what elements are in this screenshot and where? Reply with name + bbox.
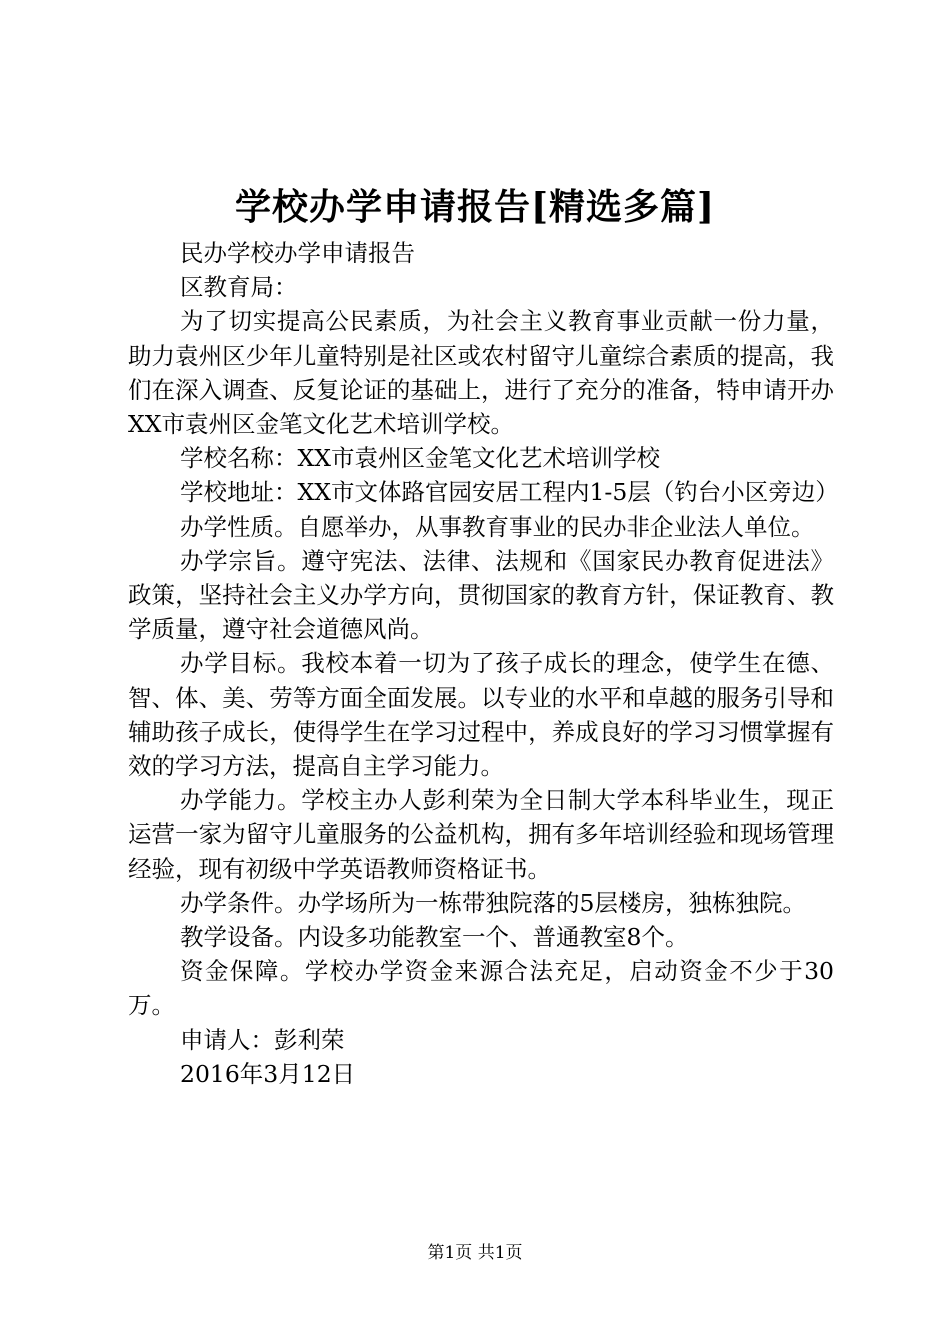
paragraph-heading: 民办学校办学申请报告 (180, 239, 415, 267)
paragraph-intro: 为了切实提高公民素质，为社会主义教育事业贡献一份力量，助力袁州区少年儿童特别是社区或农村留守儿童综合素质的提高，我们在深入调查、反复论证的基础上，进行了充分的准备，特申请开办XX市袁州区金笔文化艺术培训学校。 (128, 307, 834, 439)
paragraph-nature: 办学性质。自愿举办，从事教育事业的民办非企业法人单位。 (180, 512, 815, 541)
paragraph-equipment: 教学设备。内设多功能教室一个、普通教室8个。 (180, 923, 689, 952)
paragraph-date: 2016年3月12日 (180, 1059, 356, 1088)
document-body (128, 236, 839, 1091)
paragraph-school-address: 学校地址：XX市文体路官园安居工程内1-5层（钓台小区旁边） (180, 478, 839, 507)
paragraph-school-name: 学校名称：XX市袁州区金笔文化艺术培训学校 (180, 444, 660, 473)
paragraph-goals: 办学目标。我校本着一切为了孩子成长的理念，使学生在德、智、体、美、劳等方面全面发展。以专业的水平和卓越的服务引导和辅助孩子成长，使得学生在学习过程中，养成良好的学习习惯掌握有效的学习方法，提高自主学习能力。 (128, 649, 834, 781)
paragraph-conditions: 办学条件。办学场所为一栋带独院落的5层楼房，独栋独院。 (180, 888, 806, 917)
page-footer: 第1页 共1页 (427, 1243, 523, 1263)
paragraph-recipient: 区教育局： (180, 273, 298, 302)
paragraph-capability: 办学能力。学校主办人彭利荣为全日制大学本科毕业生，现正运营一家为留守儿童服务的公益机构，拥有多年培训经验和现场管理经验，现有初级中学英语教师资格证书。 (128, 786, 834, 883)
document-title: 学校办学申请报告[精选多篇] (234, 186, 716, 228)
paragraph-applicant: 申请人：彭利荣 (180, 1025, 345, 1054)
paragraph-funding: 资金保障。学校办学资金来源合法充足，启动资金不少于30万。 (128, 957, 834, 1020)
paragraph-purpose: 办学宗旨。遵守宪法、法律、法规和《国家民办教育促进法》政策，坚持社会主义办学方向，贯彻国家的教育方针，保证教育、教学质量，遵守社会道德风尚。 (128, 546, 834, 644)
